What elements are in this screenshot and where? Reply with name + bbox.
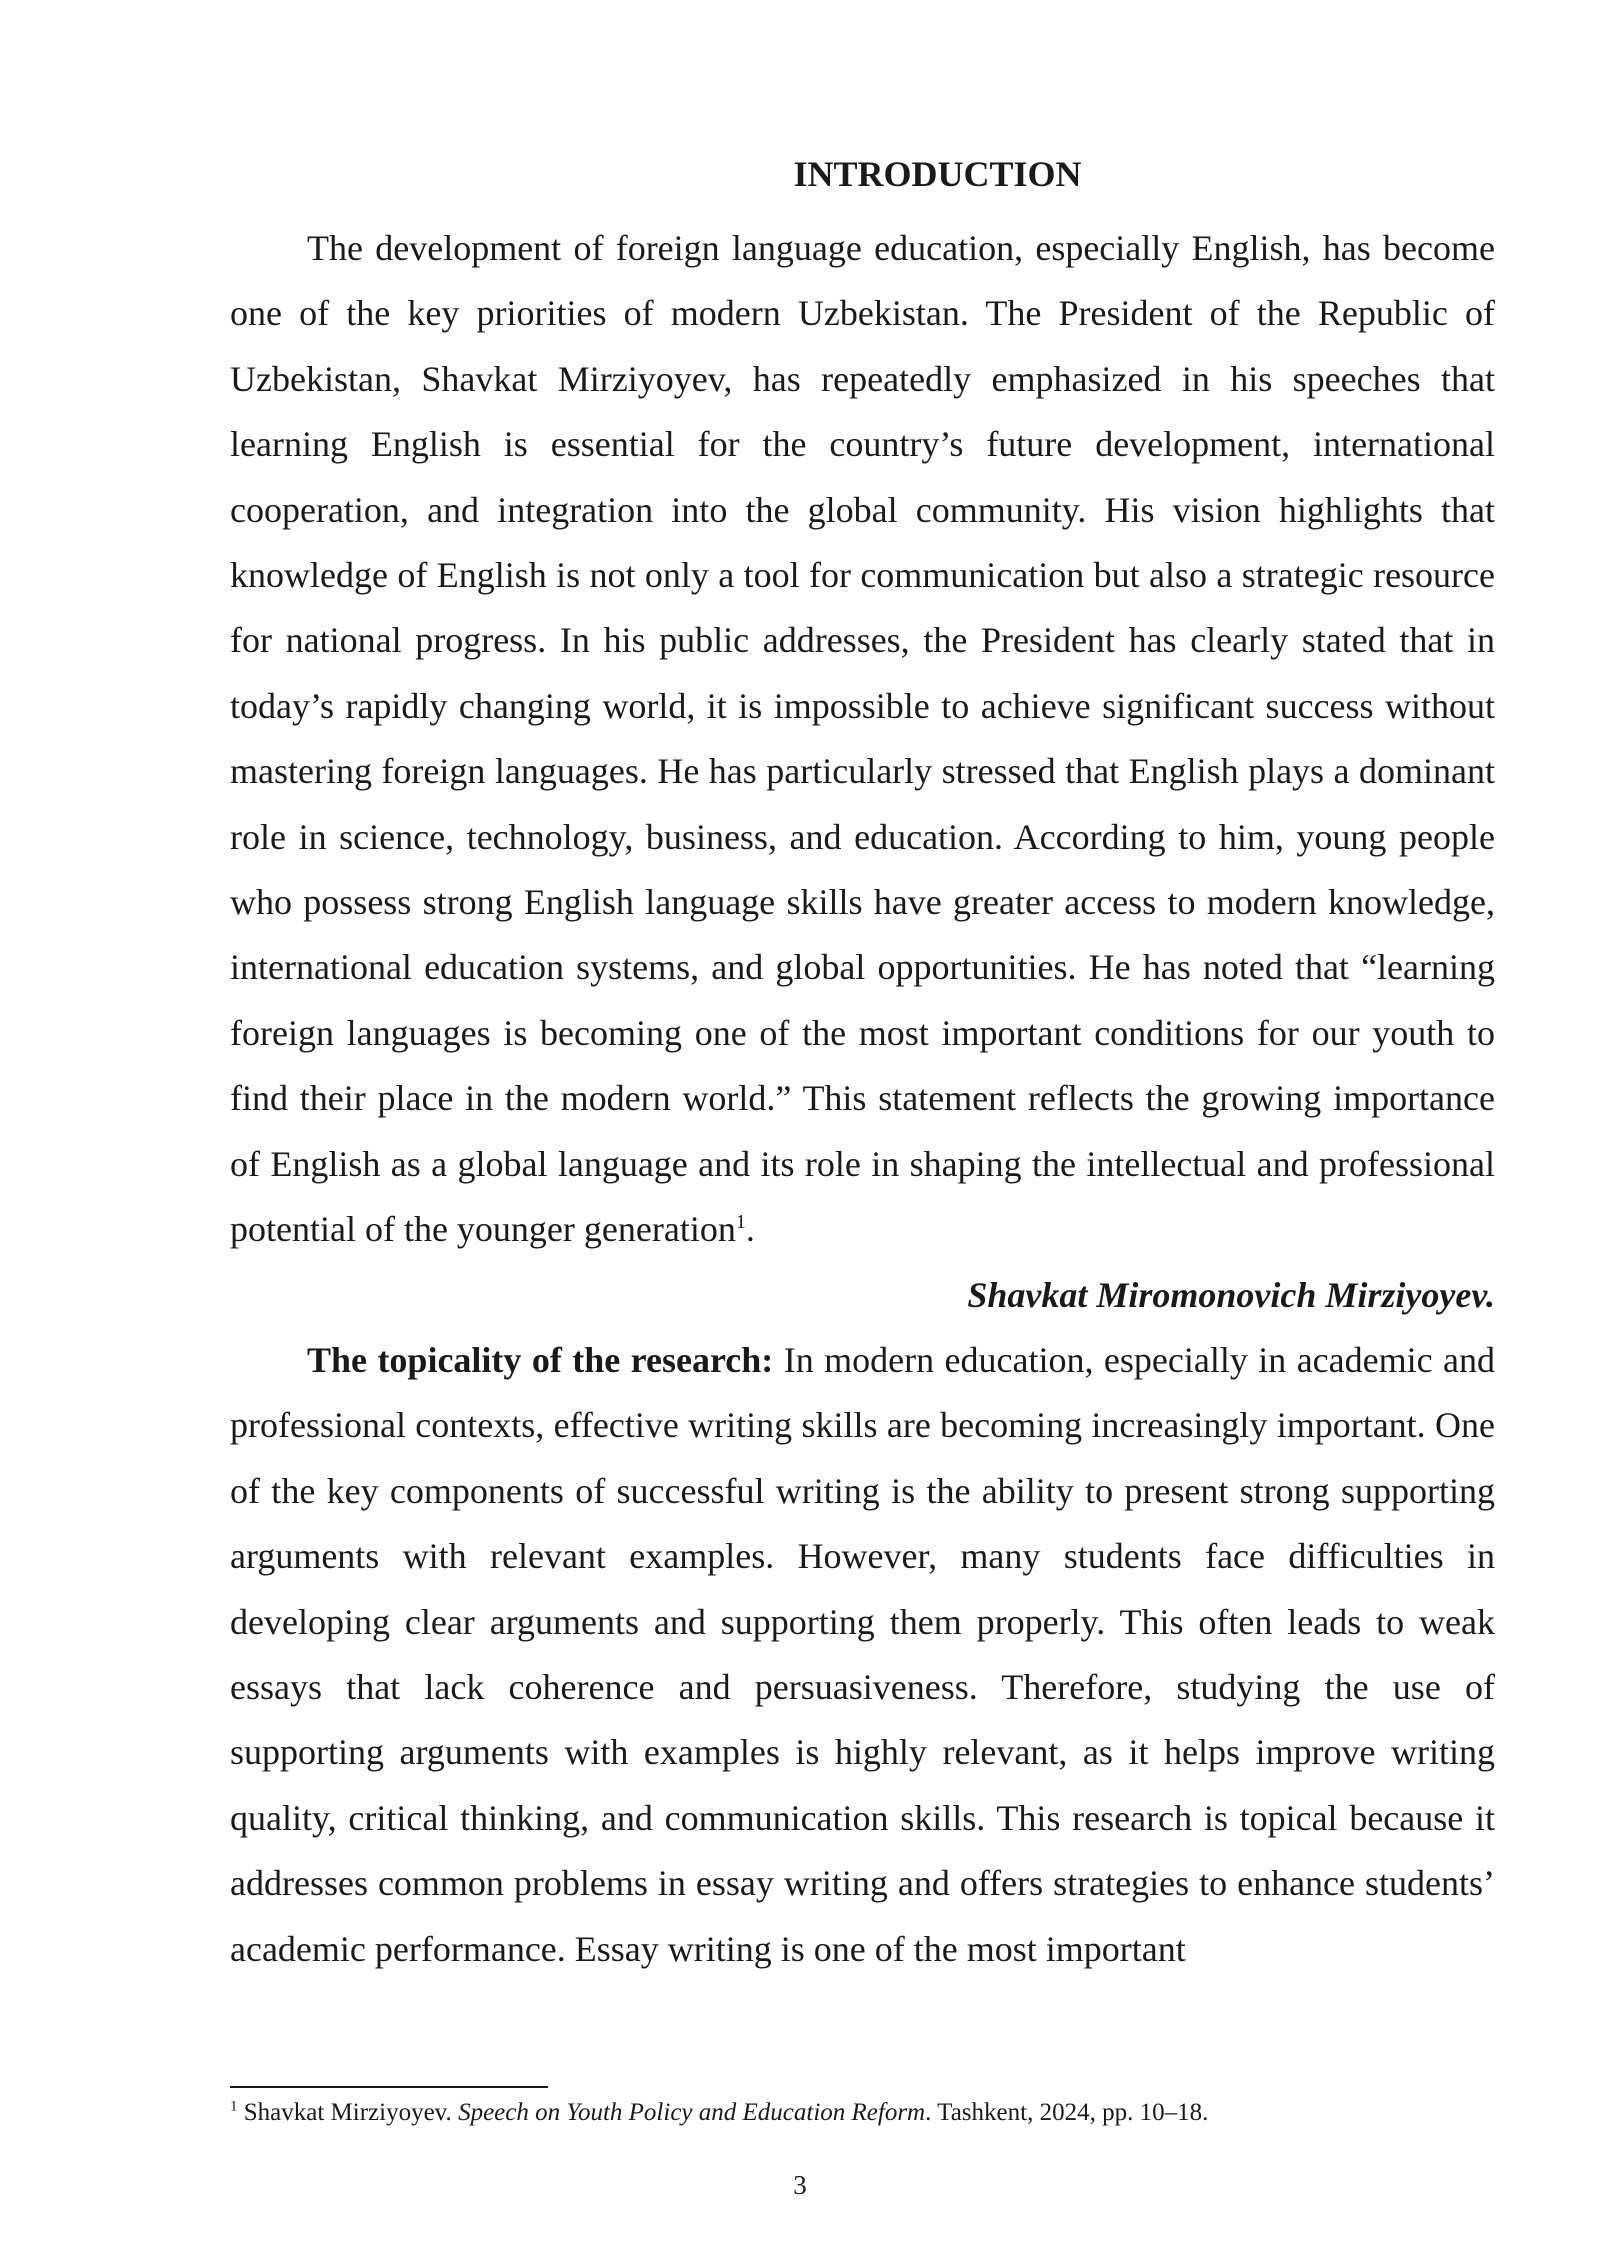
intro-paragraph-end: . [745,1209,755,1250]
topicality-paragraph [230,1328,1495,1982]
quote-signature: Shavkat Miromonovich Mirziyoyev. [967,1274,1495,1315]
page-number: 3 [793,2170,807,2200]
footnote-author: Shavkat Mirziyoyev. [237,2099,459,2126]
footnote [230,2096,1495,2130]
footnote-divider [230,2086,548,2088]
topicality-label: The topicality of the research: [307,1339,774,1380]
footnote-rest: . Tashkent, 2024, pp. 10–18. [925,2099,1209,2126]
topicality-text: In modern education, especially in academic and professional contexts, effective writing skills are becoming increasingly important. One of the key components of successful writing is the ability to present strong supporting arguments with relevant examples. However, many students face difficulties in developing clear arguments and supporting them properly. This often leads to weak essays that lack coherence and persuasiveness. Therefore, studying the use of supporting arguments with examples is highly relevant, as it helps improve writing quality, critical thinking, and communication skills. This research is topical because it addresses common problems in essay writing and offers strategies to enhance students’ academic performance. Essay writing is one of the most important [230,1339,1495,1969]
footnote-number: 1 [230,2098,238,2115]
footnote-reference[interactable]: 1 [735,1211,746,1234]
intro-paragraph-text: The development of foreign language education, especially English, has become one of the key priorities of modern Uzbekistan. The President of the Republic of Uzbekistan, Shavkat Mirziyoyev, has repeatedly emphasized in his speeches that learning English is essential for the country’s future development, international cooperation, and integration into the global community. His vision highlights that knowledge of English is not only a tool for communication but also a strategic resource for national progress. In his public addresses, the President has clearly stated that in today’s rapidly changing world, it is impossible to achieve significant success without mastering foreign languages. He has particularly stressed that English plays a dominant role in science, technology, business, and education. According to him, young people who possess strong English language skills have greater access to modern knowledge, international education systems, and global opportunities. He has noted that “learning foreign languages is becoming one of the most important conditions for our youth to find their place in the modern world.” This statement reflects the growing importance of English as a global language and its role in shaping the intellectual and professional potential of the younger generation [230,228,1495,1250]
intro-paragraph [230,216,1495,1263]
document-page [230,150,1495,1982]
section-heading: INTRODUCTION [793,154,1082,194]
footnote-title: Speech on Youth Policy and Education Reform [458,2099,926,2126]
